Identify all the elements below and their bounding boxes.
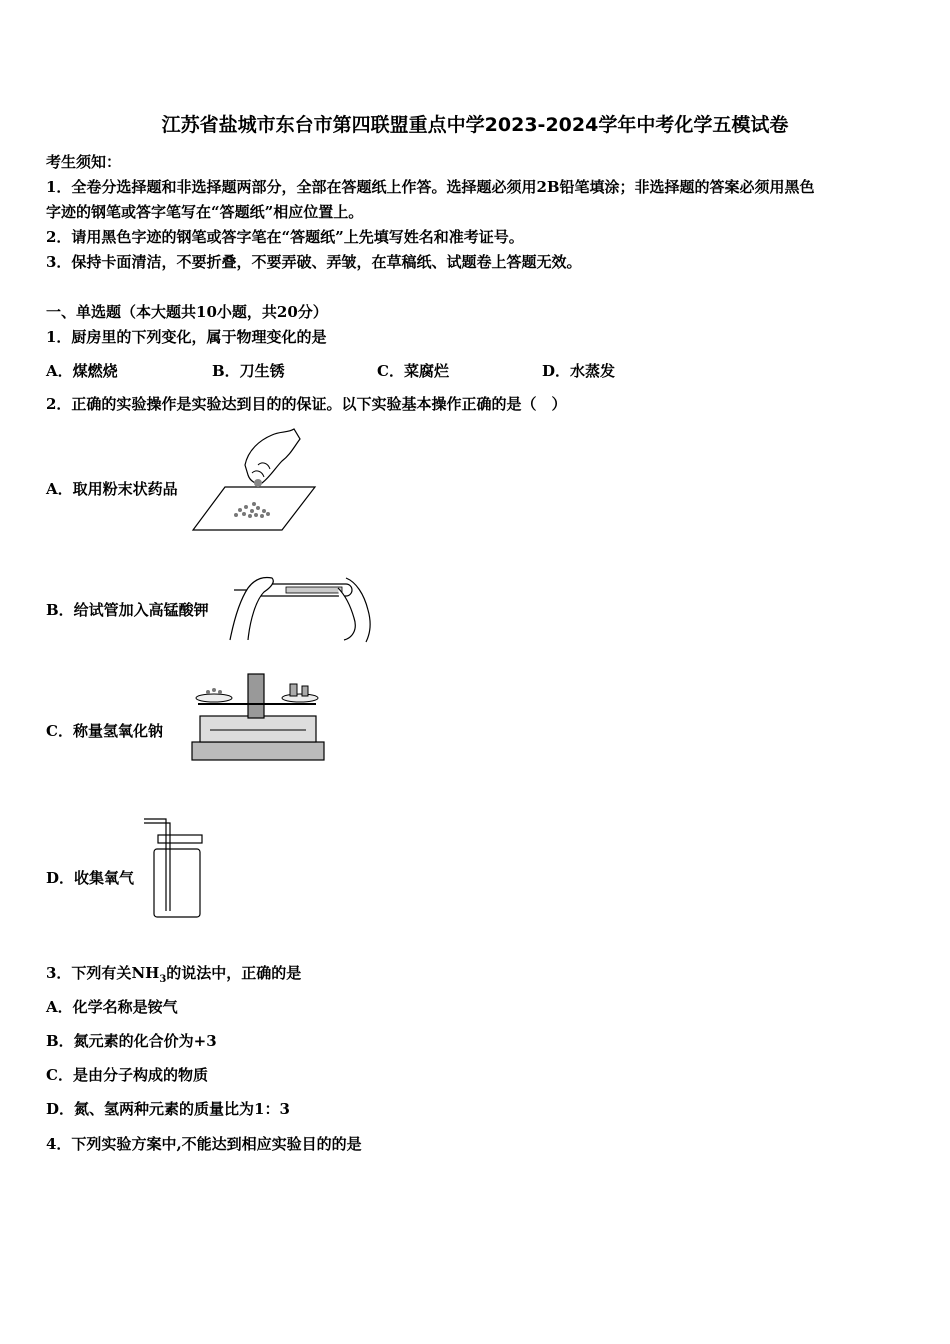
question-2-option-a: A．取用粉末状药品 — [46, 480, 178, 498]
question-3-option-a: A．化学名称是铵气 — [46, 998, 178, 1016]
question-2-option-c: C．称量氢氧化钠 — [46, 722, 163, 740]
notice-item-1-cont: 字迹的钢笔或答字笔写在“答题纸”相应位置上。 — [46, 203, 364, 221]
notice-item-3: 3．保持卡面清洁，不要折叠，不要弄破、弄皱，在草稿纸、试题卷上答题无效。 — [46, 253, 582, 271]
powder-sampling-figure — [190, 425, 320, 535]
question-4-stem: 4．下列实验方案中,不能达到相应实验目的的是 — [46, 1135, 362, 1153]
question-1-option-b: B．刀生锈 — [212, 362, 285, 380]
question-1-option-a: A．煤燃烧 — [46, 362, 118, 380]
question-2-option-d: D．收集氧气 — [46, 869, 135, 887]
question-1-option-d: D．水蒸发 — [542, 362, 616, 380]
question-3-stem-post: 的说法中，正确的是 — [166, 964, 302, 982]
question-3-option-d: D．氮、氢两种元素的质量比为1：3 — [46, 1100, 290, 1118]
question-1-option-c: C．菜腐烂 — [377, 362, 449, 380]
question-3-option-b: B．氮元素的化合价为+3 — [46, 1032, 217, 1050]
gas-collection-figure — [140, 815, 210, 920]
balance-scale-figure — [190, 670, 326, 762]
question-3-stem — [46, 963, 301, 990]
section-heading: 一、单选题（本大题共10小题，共20分） — [46, 303, 328, 321]
question-3-stem-pre: 3．下列有关NH — [46, 964, 160, 982]
test-tube-figure — [226, 570, 376, 645]
notice-item-2: 2．请用黑色字迹的钢笔或答字笔在“答题纸”上先填写姓名和准考证号。 — [46, 228, 524, 246]
question-2-stem: 2．正确的实验操作是实验达到目的的保证。以下实验基本操作正确的是（ ） — [46, 395, 567, 413]
question-3-option-c: C．是由分子构成的物质 — [46, 1066, 208, 1084]
question-2-option-b: B．给试管加入高锰酸钾 — [46, 601, 209, 619]
question-3-stem-sub: 3 — [159, 974, 167, 985]
page-title: 江苏省盐城市东台市第四联盟重点中学2023-2024学年中考化学五模试卷 — [161, 114, 789, 136]
notice-heading: 考生须知： — [46, 153, 122, 171]
question-1-stem: 1．厨房里的下列变化，属于物理变化的是 — [46, 328, 327, 346]
notice-item-1: 1．全卷分选择题和非选择题两部分，全部在答题纸上作答。选择题必须用2B铅笔填涂；非选择题的答案必须用黑色 — [46, 178, 815, 196]
